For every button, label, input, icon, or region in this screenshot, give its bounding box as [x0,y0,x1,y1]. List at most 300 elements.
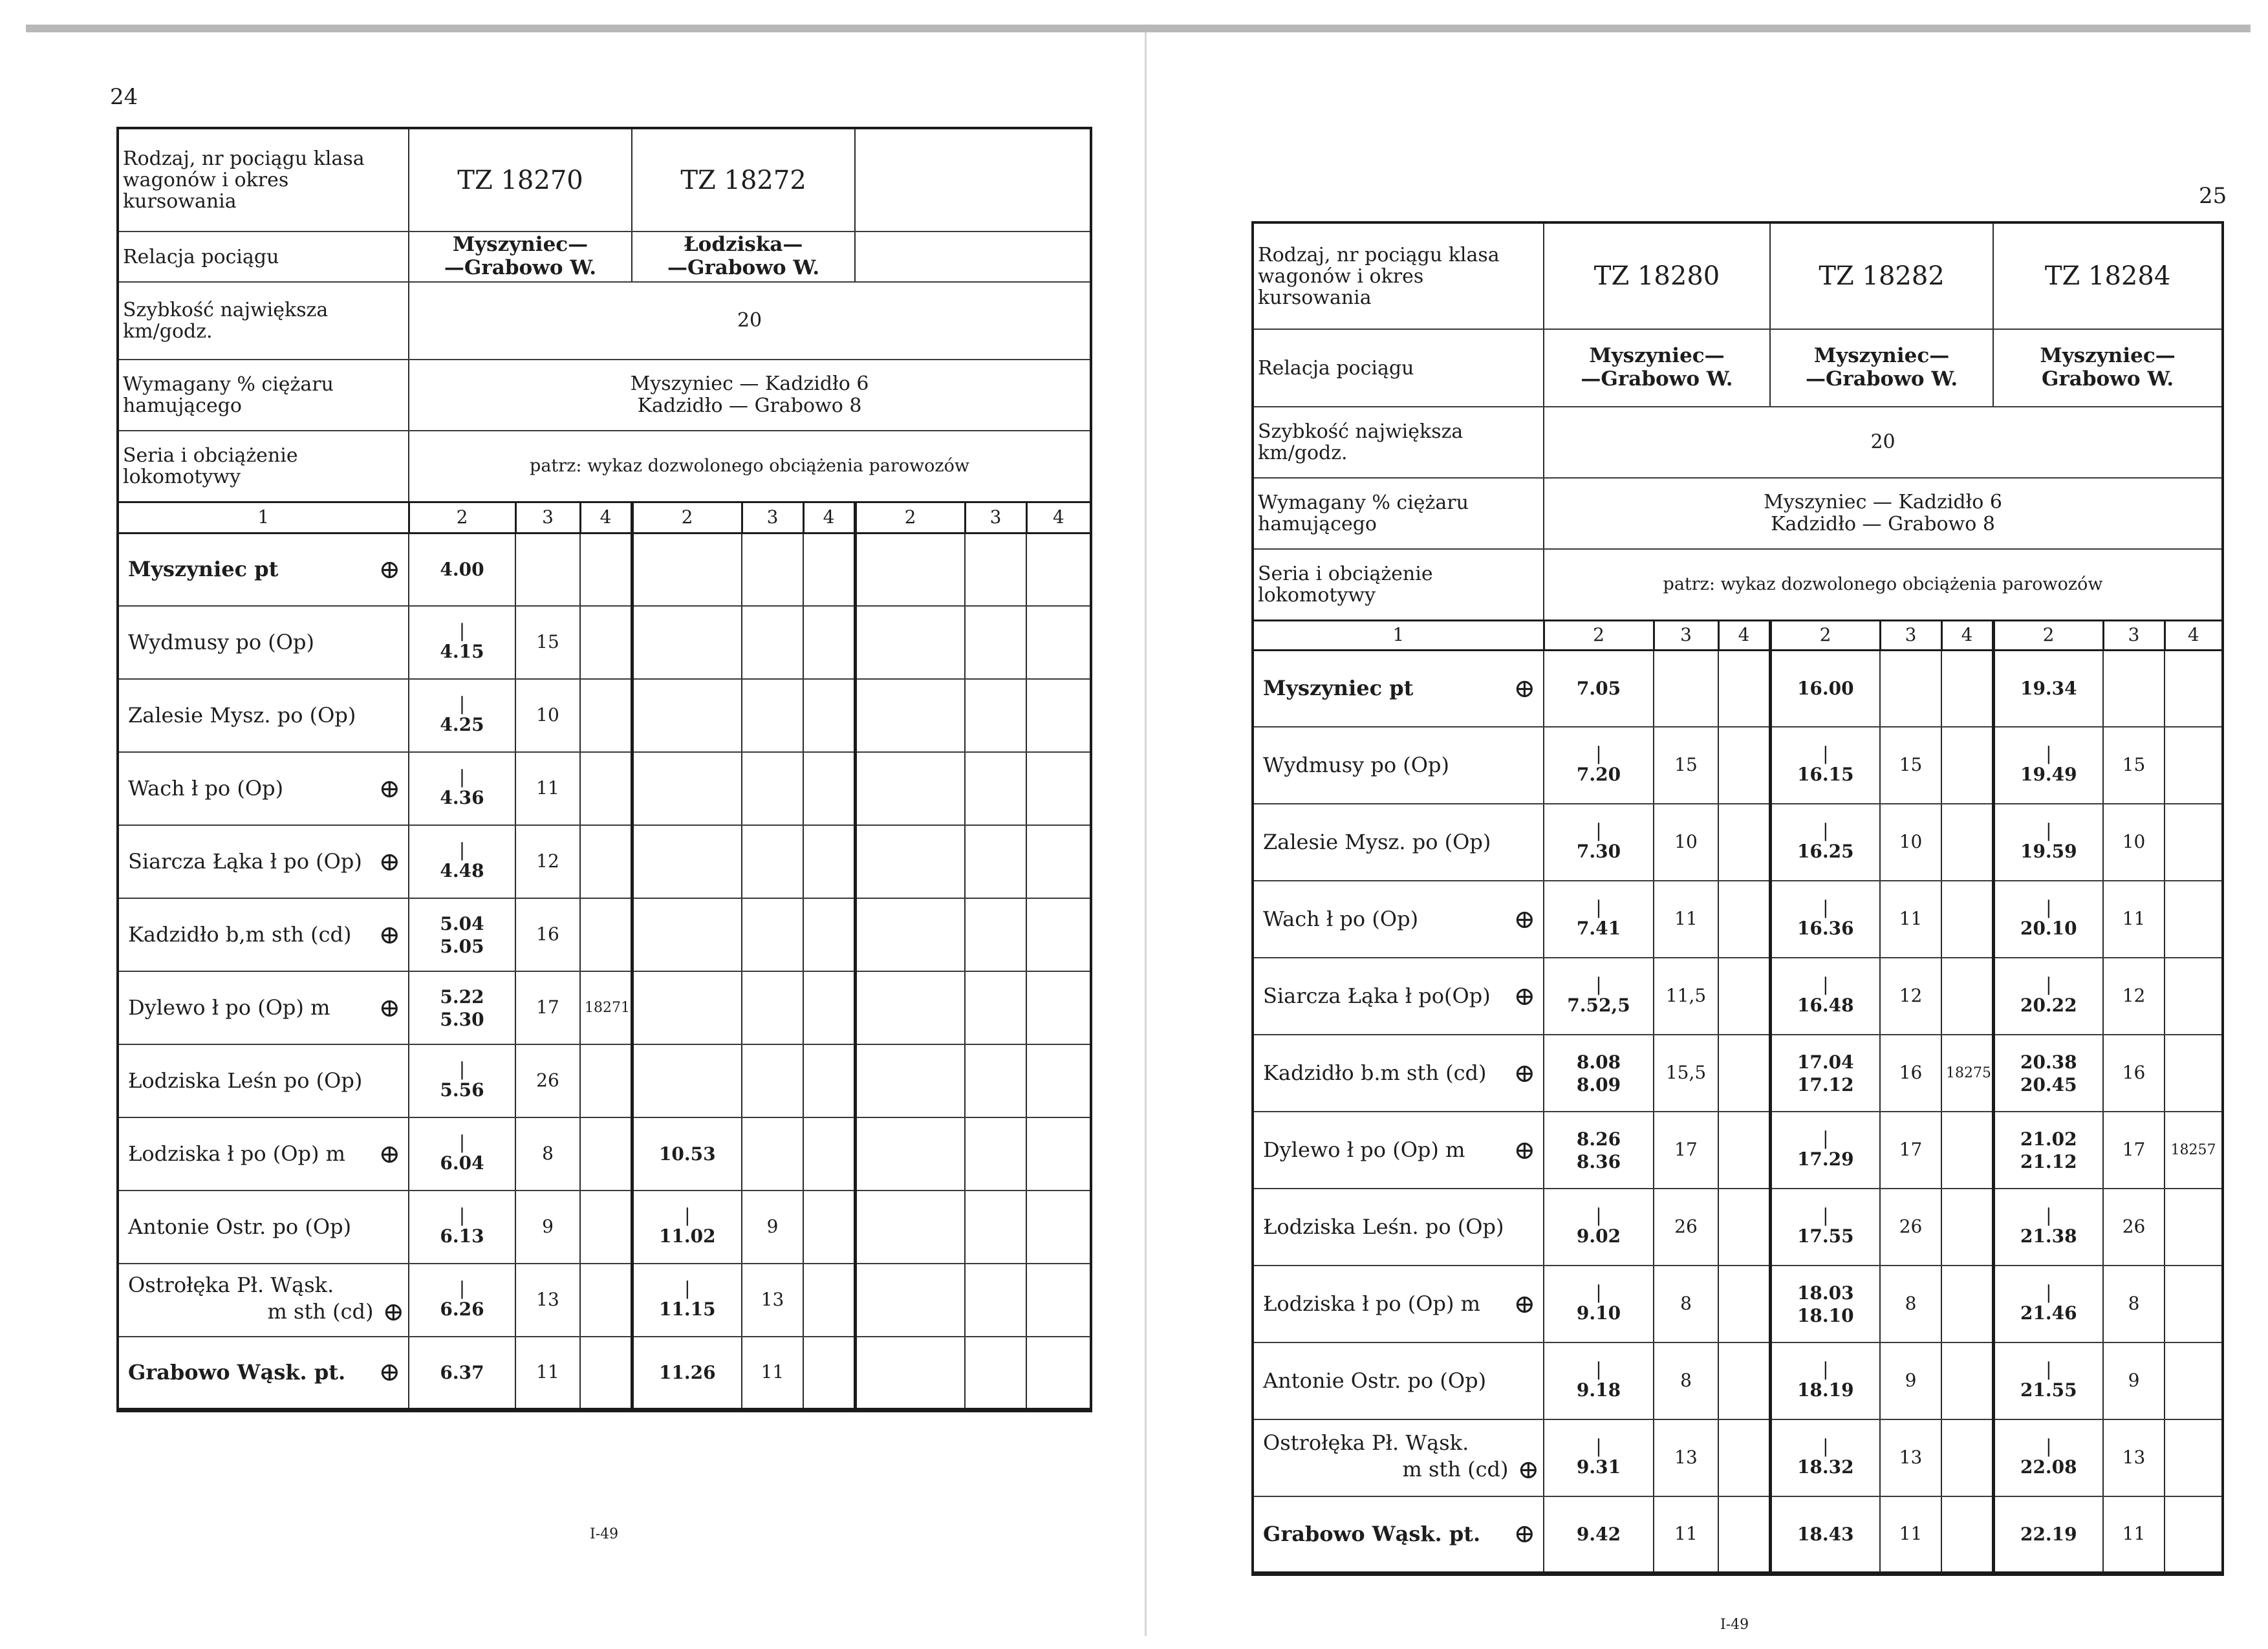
station-name: Wydmusy po (Op) [118,606,409,679]
junction-symbol-icon: ⊕ [1513,981,1535,1011]
junction-symbol-icon: ⊕ [1517,1454,1539,1485]
relation-label: Relacja pociągu [1253,329,1544,407]
timetable-right [1251,221,2224,1576]
connecting-train [1941,727,1993,804]
connecting-train [1941,958,1993,1035]
connecting-train [1026,752,1091,825]
running-minutes: 11 [2103,1496,2165,1573]
running-minutes: 9 [515,1191,580,1264]
station-name: Antonie Ostr. po (Op) [118,1191,409,1264]
running-minutes: 10 [2103,804,2165,881]
station-row [118,1191,1091,1264]
brake-value: Myszyniec — Kadzidło 6 Kadzidło — Grabowo 8 [1544,478,2223,549]
station-row [118,898,1091,971]
departure-time [855,752,965,825]
running-minutes: 15 [515,606,580,679]
running-minutes: 15,5 [1654,1035,1718,1112]
col-number: 3 [1880,620,1941,650]
station-row [118,1117,1091,1191]
connecting-train [1026,1044,1091,1117]
junction-symbol-icon: ⊕ [1513,1135,1535,1165]
station-row [118,1337,1091,1410]
col-number: 2 [1993,620,2103,650]
speed-value: 20 [1544,407,2223,478]
connecting-train [2165,727,2223,804]
station-name: Łodziska Leśn po (Op) [118,1044,409,1117]
departure-time: | 6.13 [409,1191,515,1264]
departure-time [632,533,742,606]
running-minutes [965,825,1026,898]
relation-1: Myszyniec— —Grabowo W. [409,232,632,282]
running-minutes: 9 [2103,1342,2165,1419]
running-minutes: 11 [742,1337,803,1410]
departure-time [855,533,965,606]
running-minutes [2103,650,2165,727]
running-minutes: 26 [2103,1189,2165,1266]
connecting-train [1718,804,1770,881]
col-number: 3 [965,502,1026,533]
station-row [1253,1189,2223,1266]
running-minutes: 26 [1880,1189,1941,1266]
running-minutes: 26 [515,1044,580,1117]
connecting-train: 18275 [1941,1035,1993,1112]
departure-time: | 21.46 [1993,1266,2103,1342]
running-minutes: 11 [1880,1496,1941,1573]
connecting-train [1718,881,1770,958]
footer-left: I-49 [590,1526,619,1542]
running-minutes [515,533,580,606]
running-minutes [742,533,803,606]
departure-time: | 4.36 [409,752,515,825]
connecting-train [1026,825,1091,898]
station-row [118,971,1091,1044]
departure-time: | 11.02 [632,1191,742,1264]
departure-time: 20.38 20.45 [1993,1035,2103,1112]
departure-time: 11.26 [632,1337,742,1410]
connecting-train [803,606,855,679]
col-number: 4 [1941,620,1993,650]
connecting-train [803,752,855,825]
running-minutes [742,825,803,898]
brake-label: Wymagany % ciężaru hamującego [118,360,409,431]
running-minutes [742,971,803,1044]
connecting-train [803,825,855,898]
running-minutes: 13 [515,1264,580,1337]
scan-edge [26,25,2251,32]
timetable-left [116,127,1092,1412]
station-row [118,606,1091,679]
station-name: Kadzidło b,m sth (cd) ⊕ [118,898,409,971]
station-row [1253,881,2223,958]
connecting-train [580,825,632,898]
col-number: 3 [515,502,580,533]
connecting-train [1941,804,1993,881]
departure-time: 5.04 5.05 [409,898,515,971]
departure-time: | 7.20 [1544,727,1654,804]
departure-time [632,1044,742,1117]
departure-time: | 4.15 [409,606,515,679]
station-row [118,679,1091,752]
connecting-train [1718,1496,1770,1573]
station-row [1253,1035,2223,1112]
connecting-train [1941,650,1993,727]
departure-time [855,1191,965,1264]
connecting-train [580,752,632,825]
running-minutes [742,1117,803,1191]
col-number: 3 [742,502,803,533]
junction-symbol-icon: ⊕ [378,920,400,950]
running-minutes [965,971,1026,1044]
connecting-train [803,971,855,1044]
col-number: 2 [632,502,742,533]
running-minutes: 16 [515,898,580,971]
connecting-train [1026,533,1091,606]
connecting-train [1718,1266,1770,1342]
station-name: Łodziska ł po (Op) m ⊕ [118,1117,409,1191]
departure-time: 10.53 [632,1117,742,1191]
departure-time: | 20.22 [1993,958,2103,1035]
running-minutes: 16 [2103,1035,2165,1112]
junction-symbol-icon: ⊕ [1513,1519,1535,1549]
running-minutes: 11 [1654,1496,1718,1573]
running-minutes: 15 [2103,727,2165,804]
running-minutes: 10 [515,679,580,752]
departure-time [632,825,742,898]
connecting-train [803,1044,855,1117]
departure-time: 16.00 [1770,650,1880,727]
running-minutes [965,1044,1026,1117]
running-minutes: 11 [1654,881,1718,958]
train-number-2: TZ 18282 [1770,222,1993,329]
speed-label: Szybkość największa km/godz. [1253,407,1544,478]
running-minutes: 10 [1654,804,1718,881]
station-row [1253,958,2223,1035]
running-minutes: 17 [1654,1112,1718,1189]
running-minutes: 11 [515,1337,580,1410]
departure-time [632,971,742,1044]
running-minutes: 11 [1880,881,1941,958]
connecting-train [1941,1419,1993,1496]
departure-time [855,971,965,1044]
station-row [118,825,1091,898]
running-minutes: 11 [515,752,580,825]
station-name: Ostrołęka Pł. Wąsk. m sth (cd) ⊕ [1253,1419,1544,1496]
station-row [1253,1419,2223,1496]
page-number-right: 25 [2199,183,2227,209]
connecting-train [580,898,632,971]
col-number: 4 [580,502,632,533]
running-minutes: 13 [1880,1419,1941,1496]
departure-time: | 18.32 [1770,1419,1880,1496]
running-minutes [1880,650,1941,727]
station-name: Wach ł po (Op) ⊕ [118,752,409,825]
running-minutes: 16 [1880,1035,1941,1112]
station-name: Grabowo Wąsk. pt. ⊕ [1253,1496,1544,1573]
running-minutes [742,1044,803,1117]
departure-time: | 9.10 [1544,1266,1654,1342]
connecting-train [803,1191,855,1264]
running-minutes: 15 [1880,727,1941,804]
junction-symbol-icon: ⊕ [378,773,400,804]
connecting-train [803,1117,855,1191]
connecting-train [580,1337,632,1410]
running-minutes: 8 [1654,1342,1718,1419]
departure-time: | 16.25 [1770,804,1880,881]
station-name: Grabowo Wąsk. pt. ⊕ [118,1337,409,1410]
junction-symbol-icon: ⊕ [378,993,400,1023]
junction-symbol-icon: ⊕ [1513,1058,1535,1088]
relation-3: Myszyniec— Grabowo W. [1993,329,2223,407]
connecting-train [1718,1112,1770,1189]
col-number: 3 [1654,620,1718,650]
running-minutes: 9 [742,1191,803,1264]
departure-time: | 18.19 [1770,1342,1880,1419]
connecting-train [1941,1496,1993,1573]
connecting-train [1026,898,1091,971]
station-row [1253,1266,2223,1342]
col-number: 2 [1770,620,1880,650]
station-name: Myszyniec pt ⊕ [118,533,409,606]
station-row [1253,1496,2223,1573]
departure-time: | 6.26 [409,1264,515,1337]
loco-value: patrz: wykaz dozwolonego obciążenia parowozów [1544,549,2223,620]
connecting-train [580,1044,632,1117]
station-name: Łodziska Leśn. po (Op) [1253,1189,1544,1266]
connecting-train [803,679,855,752]
connecting-train [2165,804,2223,881]
departure-time [855,898,965,971]
departure-time: | 7.30 [1544,804,1654,881]
junction-symbol-icon: ⊕ [1513,673,1535,704]
connecting-train [2165,1035,2223,1112]
departure-time: | 21.38 [1993,1189,2103,1266]
departure-time [632,679,742,752]
running-minutes [965,533,1026,606]
running-minutes [742,606,803,679]
col-number: 2 [1544,620,1654,650]
connecting-train [580,679,632,752]
departure-time: | 19.49 [1993,727,2103,804]
junction-symbol-icon: ⊕ [378,1139,400,1169]
departure-time: | 21.55 [1993,1342,2103,1419]
junction-symbol-icon: ⊕ [378,846,400,877]
book-spine [1145,32,1147,1636]
connecting-train [1941,1112,1993,1189]
departure-time: 8.26 8.36 [1544,1112,1654,1189]
relation-2: Myszyniec— —Grabowo W. [1770,329,1993,407]
departure-time: 18.03 18.10 [1770,1266,1880,1342]
departure-time: 6.37 [409,1337,515,1410]
train-number-3 [855,128,1091,232]
departure-time: | 11.15 [632,1264,742,1337]
connecting-train [803,898,855,971]
connecting-train [580,533,632,606]
running-minutes: 8 [2103,1266,2165,1342]
col-number: 4 [2165,620,2223,650]
relation-1: Myszyniec— —Grabowo W. [1544,329,1770,407]
station-row [1253,727,2223,804]
col-number: 3 [2103,620,2165,650]
train-number-1: TZ 18270 [409,128,632,232]
station-name: Zalesie Mysz. po (Op) [118,679,409,752]
departure-time: | 19.59 [1993,804,2103,881]
brake-label: Wymagany % ciężaru hamującego [1253,478,1544,549]
relation-2: Łodziska— —Grabowo W. [632,232,855,282]
running-minutes: 13 [742,1264,803,1337]
departure-time [855,825,965,898]
station-row [118,1264,1091,1337]
connecting-train [1026,1117,1091,1191]
connecting-train [1026,1264,1091,1337]
connecting-train [1026,606,1091,679]
departure-time: | 7.52,5 [1544,958,1654,1035]
running-minutes [965,1117,1026,1191]
relation-label: Relacja pociągu [118,232,409,282]
station-name: Antonie Ostr. po (Op) [1253,1342,1544,1419]
connecting-train [1026,971,1091,1044]
relation-3 [855,232,1091,282]
station-name: Zalesie Mysz. po (Op) [1253,804,1544,881]
connecting-train [1941,1342,1993,1419]
connecting-train [580,1117,632,1191]
connecting-train [2165,1496,2223,1573]
running-minutes: 13 [2103,1419,2165,1496]
connecting-train [1718,650,1770,727]
station-name: Łodziska ł po (Op) m ⊕ [1253,1266,1544,1342]
station-row [1253,1112,2223,1189]
speed-label: Szybkość największa km/godz. [118,282,409,360]
running-minutes [965,1264,1026,1337]
running-minutes [965,606,1026,679]
station-row [118,533,1091,606]
connecting-train: 18271 [580,971,632,1044]
connecting-train [580,1191,632,1264]
junction-symbol-icon: ⊕ [1513,904,1535,934]
connecting-train [2165,958,2223,1035]
connecting-train [1941,1189,1993,1266]
connecting-train [2165,650,2223,727]
running-minutes: 12 [515,825,580,898]
col-number: 2 [855,502,965,533]
connecting-train [580,606,632,679]
train-label: Rodzaj, nr pociągu klasa wagonów i okres kursowania [1253,222,1544,329]
junction-symbol-icon: ⊕ [382,1297,404,1327]
page-number-left: 24 [110,84,138,110]
running-minutes: 12 [2103,958,2165,1035]
departure-time: 9.42 [1544,1496,1654,1573]
departure-time: | 4.25 [409,679,515,752]
departure-time: | 17.29 [1770,1112,1880,1189]
footer-right: I-49 [1720,1617,1749,1633]
col-number: 4 [1026,502,1091,533]
col-number: 1 [118,502,409,533]
departure-time: | 16.15 [1770,727,1880,804]
departure-time [855,606,965,679]
running-minutes [965,1337,1026,1410]
running-minutes: 10 [1880,804,1941,881]
connecting-train [2165,1342,2223,1419]
departure-time: | 20.10 [1993,881,2103,958]
connecting-train: 18257 [2165,1112,2223,1189]
departure-time: | 17.55 [1770,1189,1880,1266]
station-name: Myszyniec pt ⊕ [1253,650,1544,727]
connecting-train [1718,958,1770,1035]
connecting-train [1718,1342,1770,1419]
departure-time: 5.22 5.30 [409,971,515,1044]
running-minutes: 11,5 [1654,958,1718,1035]
connecting-train [580,1264,632,1337]
running-minutes: 17 [515,971,580,1044]
connecting-train [1718,727,1770,804]
departure-time [855,1264,965,1337]
train-number-2: TZ 18272 [632,128,855,232]
station-name: Wach ł po (Op) ⊕ [1253,881,1544,958]
running-minutes [742,752,803,825]
running-minutes: 8 [1654,1266,1718,1342]
departure-time: | 7.41 [1544,881,1654,958]
departure-time [855,1337,965,1410]
col-number: 1 [1253,620,1544,650]
station-name: Dylewo ł po (Op) m ⊕ [118,971,409,1044]
running-minutes: 11 [2103,881,2165,958]
departure-time: 18.43 [1770,1496,1880,1573]
departure-time [855,1117,965,1191]
station-name: Siarcza Łąka ł po(Op) ⊕ [1253,958,1544,1035]
station-name: Kadzidło b.m sth (cd) ⊕ [1253,1035,1544,1112]
departure-time: 7.05 [1544,650,1654,727]
running-minutes: 9 [1880,1342,1941,1419]
running-minutes [965,1191,1026,1264]
station-row [1253,650,2223,727]
departure-time: | 6.04 [409,1117,515,1191]
station-row [1253,804,2223,881]
junction-symbol-icon: ⊕ [378,1357,400,1388]
running-minutes: 13 [1654,1419,1718,1496]
departure-time: 21.02 21.12 [1993,1112,2103,1189]
departure-time [632,898,742,971]
departure-time: 8.08 8.09 [1544,1035,1654,1112]
brake-value: Myszyniec — Kadzidło 6 Kadzidło — Grabowo 8 [409,360,1091,431]
connecting-train [1026,1191,1091,1264]
loco-label: Seria i obciążenie lokomotywy [118,431,409,502]
connecting-train [1941,881,1993,958]
connecting-train [1941,1266,1993,1342]
connecting-train [2165,1189,2223,1266]
running-minutes: 8 [515,1117,580,1191]
departure-time: 22.19 [1993,1496,2103,1573]
connecting-train [1718,1189,1770,1266]
running-minutes [742,679,803,752]
station-row [118,1044,1091,1117]
running-minutes: 17 [1880,1112,1941,1189]
running-minutes: 12 [1880,958,1941,1035]
departure-time: | 9.31 [1544,1419,1654,1496]
station-row [1253,1342,2223,1419]
running-minutes: 8 [1880,1266,1941,1342]
departure-time: | 22.08 [1993,1419,2103,1496]
departure-time: | 16.36 [1770,881,1880,958]
departure-time: | 9.18 [1544,1342,1654,1419]
running-minutes: 26 [1654,1189,1718,1266]
departure-time: | 16.48 [1770,958,1880,1035]
connecting-train [1026,679,1091,752]
running-minutes: 17 [2103,1112,2165,1189]
running-minutes [965,898,1026,971]
running-minutes: 15 [1654,727,1718,804]
running-minutes [965,752,1026,825]
train-number-3: TZ 18284 [1993,222,2223,329]
junction-symbol-icon: ⊕ [378,554,400,585]
